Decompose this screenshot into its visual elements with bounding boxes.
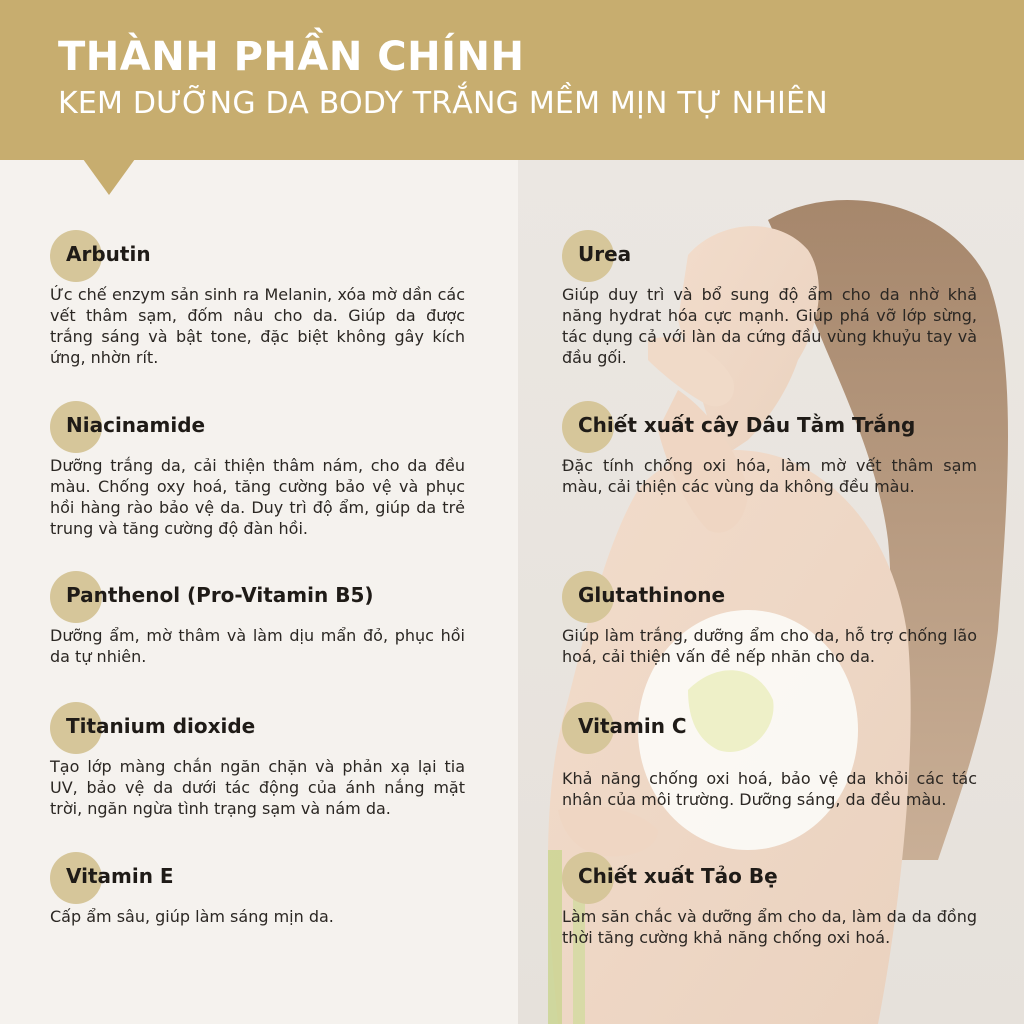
ingredient-description: Giúp làm trắng, dưỡng ẩm cho da, hỗ trợ chống lão hoá, cải thiện vấn đề nếp nhăn cho da. [562,626,977,666]
ingredient-panthenol [50,571,465,681]
page-title: THÀNH PHẦN CHÍNH [58,34,525,80]
ingredient-description: Dưỡng ẩm, mờ thâm và làm dịu mẩn đỏ, phục hồi da tự nhiên. [50,626,465,666]
ingredient-description: Đặc tính chống oxi hóa, làm mờ vết thâm sạm màu, cải thiện các vùng da không đều màu. [562,456,977,496]
ingredient-description: Giúp duy trì và bổ sung độ ẩm cho da nhờ khả năng hydrat hóa cực mạnh. Giúp phá vỡ lớp sừng, tác dụng cả với làn da cứng đầu vùng khuỷu tay và đầu gối. [562,285,977,367]
ingredient-arbutin [50,230,465,380]
header-pointer [83,159,135,195]
ingredient-vitamin-c [562,702,977,832]
ingredient-name: Chiết xuất cây Dâu Tằm Trắng [578,413,916,437]
ingredient-description: Ức chế enzym sản sinh ra Melanin, xóa mờ dần các vết thâm sạm, đốm nâu cho da. Giúp da được trắng sáng và bật tone, đặc biệt không gây kích ứng, nhờn rít. [50,285,465,367]
ingredient-name: Titanium dioxide [66,714,256,738]
ingredient-kelp-extract [562,852,977,962]
ingredient-white-mulberry [562,401,977,511]
header-banner [0,0,1024,160]
ingredient-name: Vitamin C [578,714,687,738]
ingredient-description: Cấp ẩm sâu, giúp làm sáng mịn da. [50,907,334,926]
ingredient-description: Khả năng chống oxi hoá, bảo vệ da khỏi các tác nhân của môi trường. Dưỡng sáng, da đều màu. [562,769,977,809]
ingredient-glutathione [562,571,977,681]
page-subtitle: KEM DƯỠNG DA BODY TRẮNG MỀM MỊN TỰ NHIÊN [58,86,828,121]
ingredient-name: Glutathinone [578,583,726,607]
ingredient-niacinamide [50,401,465,551]
ingredient-name: Vitamin E [66,864,174,888]
ingredient-urea [562,230,977,380]
ingredient-name: Chiết xuất Tảo Bẹ [578,864,778,888]
ingredient-description: Làm săn chắc và dưỡng ẩm cho da, làm da da đồng thời tăng cường khả năng chống oxi hoá. [562,907,977,947]
ingredient-name: Arbutin [66,242,151,266]
ingredient-name: Urea [578,242,632,266]
ingredient-description: Tạo lớp màng chắn ngăn chặn và phản xạ lại tia UV, bảo vệ da dưới tác động của ánh nắng mặt trời, ngăn ngừa tình trạng sạm và nám da. [50,757,465,818]
ingredient-description: Dưỡng trắng da, cải thiện thâm nám, cho da đều màu. Chống oxy hoá, tăng cường bảo vệ và phục hồi hàng rào bảo vệ da. Duy trì độ ẩm, giúp da trẻ trung và tăng cường độ đàn hồi. [50,456,465,538]
ingredient-vitamin-e [50,852,465,942]
ingredient-name: Panthenol (Pro-Vitamin B5) [66,583,374,607]
ingredient-titanium-dioxide [50,702,465,832]
ingredient-name: Niacinamide [66,413,206,437]
